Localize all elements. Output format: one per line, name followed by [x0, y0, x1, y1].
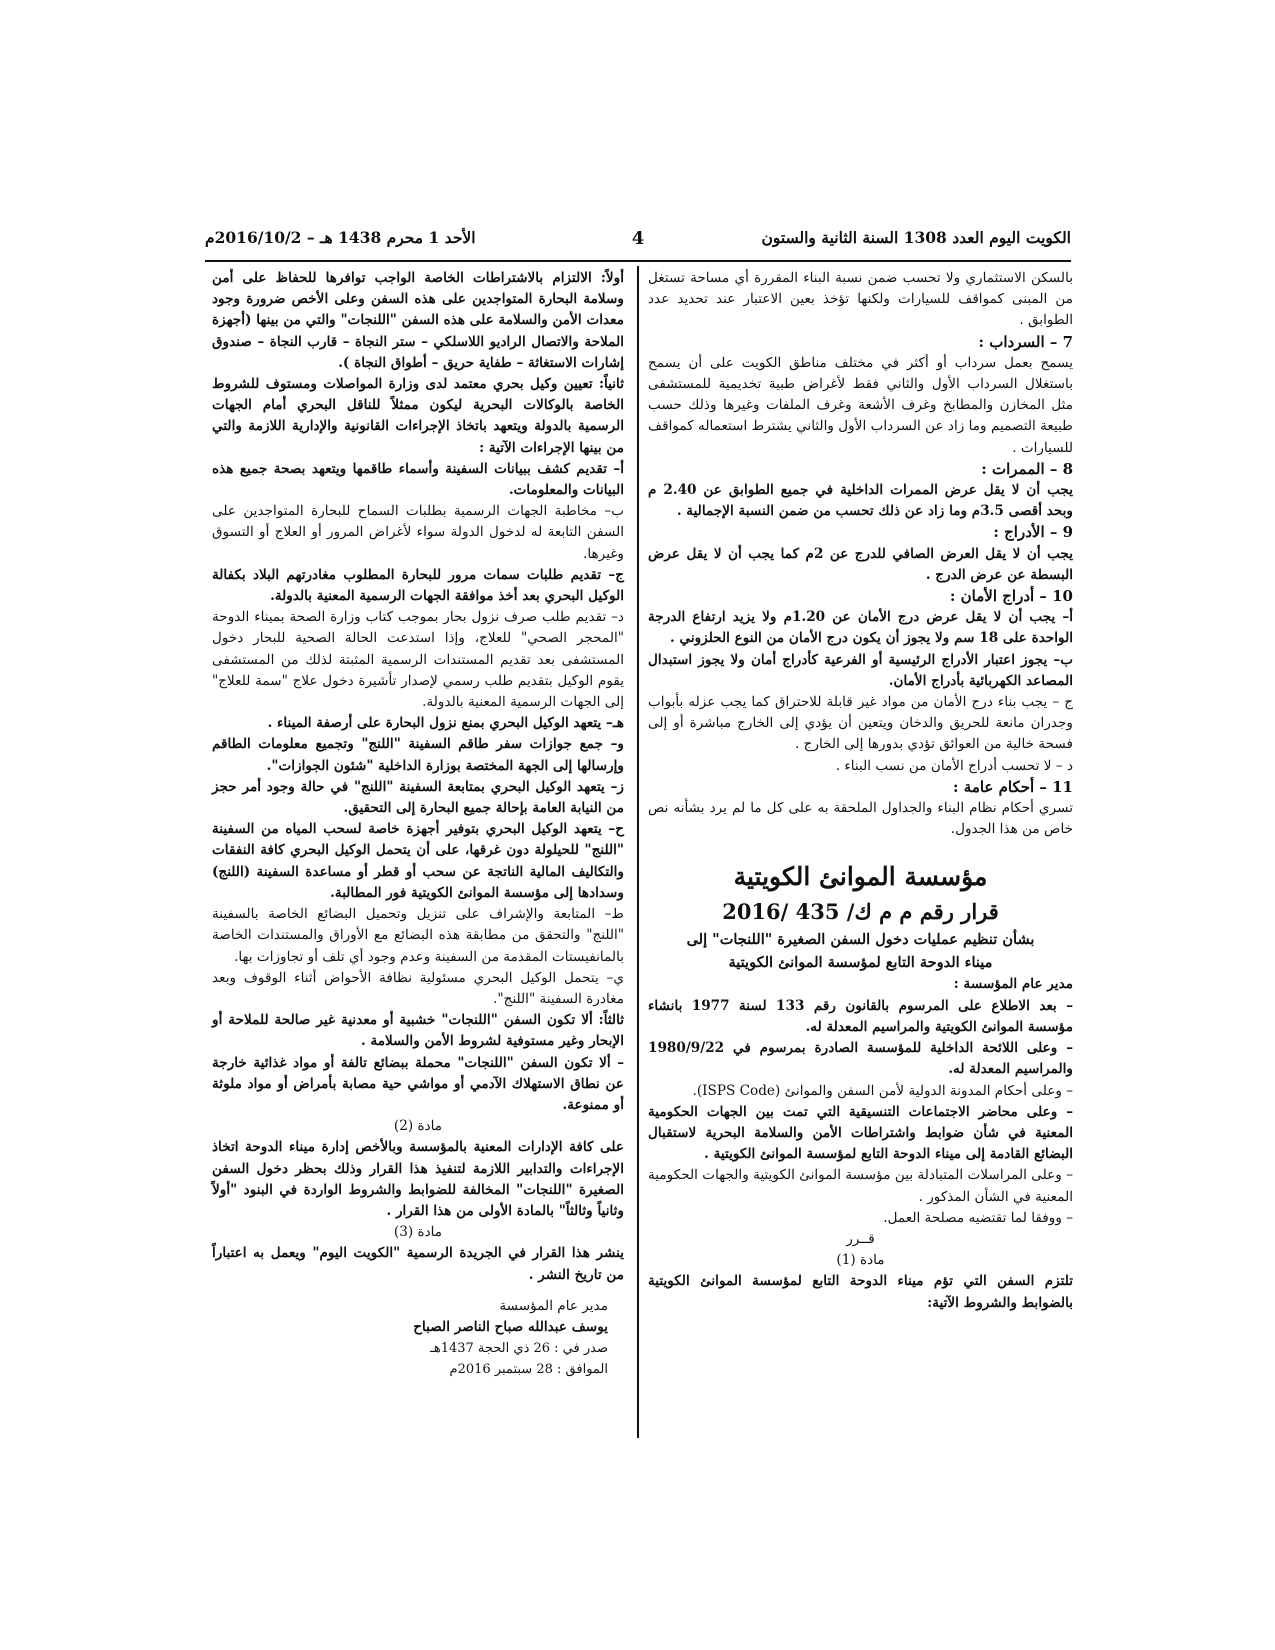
list-item: ي– يتحمل الوكيل البحري مسئولية نظافة الأحواض أثناء الوقوف وبعد مغادرة السفينة "اللنج".	[212, 969, 624, 1007]
list-item: ط– المتابعة والإشراف على تنزيل وتحميل البضائع الخاصة بالسفينة "اللنج" والتحقق من مطابقة هذه البضائع مع الأوراق والمستندات الخاصة بالمانفيستات المقدمة من السفينة وعدم وجود أي تلف أو تجاوزات بها.	[212, 906, 624, 965]
list-item: ح– يتعهد الوكيل البحري بتوفير أجهزة خاصة لسحب المياه من السفينة "اللنج" للحيلولة دون غرقها، على أن يتحمل الوكيل البحري كافة النفقات والتكاليف المالية الناتجة عن سحب أو قطر أو مساعدة السفينة (اللنج) وسدادها إلى مؤسسة الموانئ الكويتية فور المطالبة.	[212, 821, 624, 901]
paragraph: – ألا تكون السفن "اللنجات" محملة ببضائع تالفة أو مواد غذائية خارجة عن نطاق الاستهلاك الآدمي أو مواشي حية مصابة بأمراض أو مواد ملوثة أو ممنوعة.	[212, 1054, 624, 1113]
organization-title: مؤسسة الموانئ الكويتية	[733, 862, 988, 892]
section-heading: 7 – السرداب :	[978, 332, 1073, 351]
article-heading: مادة (3)	[393, 1224, 443, 1241]
header-date: الأحد 1 محرم 1438 هـ – 2016/10/2م	[205, 228, 476, 247]
section-heading: 9 – الأدراج :	[993, 523, 1073, 542]
paragraph: يسمح بعمل سرداب أو أكثر في مختلف مناطق الكويت على أن يسمح باستغلال السرداب الأول والثاني فقط لأغراض طبية تخديمية للمستشفى مثل المخازن والمطابخ وغرف الأشعة وغرف الملفات وغيرها وذلك حسب طبيعة التصميم وما زاد عن السرداب الأول والثاني يشترط استعماله كمواقف للسيارات .	[648, 354, 1073, 456]
article-heading: مادة (1)	[836, 1252, 885, 1269]
list-item: ب– مخاطبة الجهات الرسمية بطلبات السماح للبحارة المتواجدين على السفن التابعة له لدخول الدولة سواء لأغراض المرور أو العلاج أو التسوق وغيرها.	[212, 503, 624, 562]
signature-name: يوسف عبدالله صباح الناصر الصباح	[413, 1318, 608, 1335]
paragraph: أ– يجب أن لا يقل عرض درج الأمان عن 1.20م ولا يزيد ارتفاع الدرجة الواحدة على 18 سم ولا يجوز أن يكون درج الأمان من النوع الحلزوني .	[648, 609, 1073, 647]
section-heading: 11 – أحكام عامة :	[953, 777, 1073, 796]
paragraph: ج – يجب بناء درج الأمان من مواد غير قابلة للاحتراق كما يجب عزله بأبواب وجدران مانعة للحريق والدخان ويتعين أن يؤدي إلى الخارج مباشرة أو إلى فسحة خالية من العوائق تؤدي بدورها إلى الخارج .	[648, 694, 1073, 753]
right-column	[648, 268, 1073, 1314]
issue-date: صدر في : 26 ذي الحجة 1437هـ	[430, 1341, 608, 1357]
list-item: ج– تقديم طلبات سمات مرور للبحارة المطلوب مغادرتهم البلاد بكفالة الوكيل البحري بعد أخذ موافقة الجهات الرسمية المعنية بالدولة.	[212, 566, 624, 605]
paragraph: أولاً: الالتزام بالاشتراطات الخاصة الواجب توافرها للحفاظ على أمن وسلامة البحارة المتواجدين على هذه السفن وعلى الأخص ضرورة وجود معدات الأمن والسلامة على هذه السفن "اللنجات" والتي من بينها (أجهزة الملاحة والاتصال الراديو اللاسلكي – ستر النجاة – قارب النجاة – صندوق إشارات الاستغاثة – طفاية حريق – أطواق النجاة ).	[212, 270, 624, 371]
recital: – وعلى المراسلات المتبادلة بين مؤسسة الموانئ الكويتية والجهات الحكومية المعنية في الشأن المذكور .	[648, 1167, 1073, 1205]
decision-subject: بشأن تنظيم عمليات دخول السفن الصغيرة "اللنجات" إلى	[686, 931, 1035, 949]
recital: – وعلى أحكام المدونة الدولية لأمن السفن والموانئ (ISPS Code).	[692, 1082, 1073, 1099]
page-header	[205, 228, 1071, 262]
list-item: ز– يتعهد الوكيل البحري بمتابعة السفينة "اللنج" في حالة وجود أمر حجز من النيابة العامة بإحالة جميع البحارة إلى التحقيق.	[212, 778, 624, 817]
list-item: هـ– يتعهد الوكيل البحري بمنع نزول البحارة على أرصفة الميناء .	[267, 715, 624, 732]
paragraph: بالسكن الاستثماري ولا تحسب ضمن نسبة البناء المقررة أي مساحة تستغل من المبنى كمواقف للسيارات ولكنها تؤخذ بعين الاعتبار عند تحديد عدد الطوابق .	[648, 270, 1073, 329]
recital: – وعلى محاضر الاجتماعات التنسيقية التي تمت بين الجهات الحكومية المعنية في شأن ضوابط واشتراطات الأمن والسلامة البحرية لاستقبال البضائع القادمة إلى ميناء الدوحة التابع لمؤسسة الموانئ الكويتية .	[648, 1103, 1073, 1163]
director-line: مدير عام المؤسسة :	[953, 976, 1073, 993]
decides-heading: قــرر	[846, 1230, 875, 1247]
gregorian-date: الموافق : 28 سبتمبر 2016م	[449, 1362, 608, 1378]
list-item: أ– تقديم كشف ببيانات السفينة وأسماء طاقمها ويتعهد بصحة جميع هذه البيانات والمعلومات.	[212, 460, 624, 499]
decision-number: قرار رقم م م ك/ 435 /2016	[722, 899, 999, 925]
left-column	[212, 268, 624, 1381]
paragraph: يجب أن لا يقل العرض الصافي للدرج عن 2م كما يجب أن لا يقل عرض البسطة عن عرض الدرج .	[648, 545, 1073, 583]
recital: – وعلى اللائحة الداخلية للمؤسسة الصادرة بمرسوم في 1980/9/22 والمراسيم المعدلة له.	[648, 1040, 1073, 1078]
list-item: و– جمع جوازات سفر طاقم السفينة "اللنج" وتجميع معلومات الطاقم وإرسالها إلى الجهة المختصة بوزارة الداخلية "شئون الجوازات".	[212, 736, 624, 774]
recital: – ووفقا لما تقتضيه مصلحة العمل.	[883, 1209, 1073, 1226]
paragraph: ب– يجوز اعتبار الأدراج الرئيسية أو الفرعية كأدراج أمان ولا يجوز استبدال المصاعد الكهربائية بأدراج الأمان.	[648, 651, 1073, 689]
spacer	[212, 1286, 624, 1296]
paragraph: ثالثاً: ألا تكون السفن "اللنجات" خشبية أو معدنية غير صالحة للملاحة أو الإبحار وغير مستوفية لشروط الأمن والسلامة .	[212, 1012, 624, 1050]
paragraph: تسري أحكام نظام البناء والجداول الملحقة به على كل ما لم يرد بشأنه نص خاص من هذا الجدول.	[648, 800, 1073, 838]
paragraph: د – لا تحسب أدراج الأمان من نسب البناء .	[835, 757, 1073, 774]
recital: – بعد الاطلاع على المرسوم بالقانون رقم 133 لسنة 1977 بانشاء مؤسسة الموانئ الكويتية والمراسيم المعدلة له.	[648, 997, 1074, 1035]
signature-title: مدير عام المؤسسة	[499, 1297, 608, 1314]
section-heading: 10 – أدراج الأمان :	[949, 587, 1073, 606]
section-heading: 8 – الممرات :	[981, 459, 1073, 478]
article-heading: مادة (2)	[393, 1118, 443, 1135]
column-divider	[637, 266, 639, 1438]
paragraph: على كافة الإدارات المعنية بالمؤسسة وبالأخص إدارة ميناء الدوحة اتخاذ الإجراءات والتدابير اللازمة لتنفيذ هذا القرار وذلك بحظر دخول السفن الصغيرة "اللنجات" المخالفة للضوابط والشروط الواردة في البنود "أولاً وثانياً وثالثاً" بالمادة الأولى من هذا القرار .	[212, 1139, 624, 1219]
list-item: د– تقديم طلب صرف نزول بحار بموجب كتاب وزارة الصحة بميناء الدوحة "المحجر الصحي" للعلاج، وإذا استدعت الحالة الصحية للبحار دخول المستشفى بعد تقديم المستندات الرسمية المثبتة لذلك من المستشفى يقوم الوكيل بتقديم طلب رسمي لإصدار تأشيرة دخول علاج "سمة للعلاج" إلى الجهات الرسمية المعنية بالدولة.	[212, 609, 624, 711]
paragraph: تلتزم السفن التي تؤم ميناء الدوحة التابع لمؤسسة الموانئ الكويتية بالضوابط والشروط الآتية:	[648, 1273, 1073, 1311]
paragraph: ينشر هذا القرار في الجريدة الرسمية "الكويت اليوم" ويعمل به اعتباراً من تاريخ النشر .	[212, 1245, 624, 1283]
header-issue: الكويت اليوم العدد 1308 السنة الثانية والستون	[761, 228, 1071, 247]
paragraph: يجب أن لا يقل عرض الممرات الداخلية في جميع الطوابق عن 2.40 م وبحد أقصى 3.5م وما زاد عن ذلك تحسب من ضمن النسبة الإجمالية .	[648, 482, 1073, 520]
page-number: 4	[631, 228, 645, 249]
decision-subject: ميناء الدوحة التابع لمؤسسة الموانئ الكويتية	[728, 954, 993, 972]
paragraph: ثانياً: تعيين وكيل بحري معتمد لدى وزارة المواصلات ومستوف للشروط الخاصة بالوكالات البحرية ليكون ممثلاً للناقل البحري أمام الجهات الرسمية بالدولة ويتعهد باتخاذ الإجراءات القانونية والإدارية اللازمة والتي من بينها الإجراءات الآتية :	[212, 376, 624, 456]
